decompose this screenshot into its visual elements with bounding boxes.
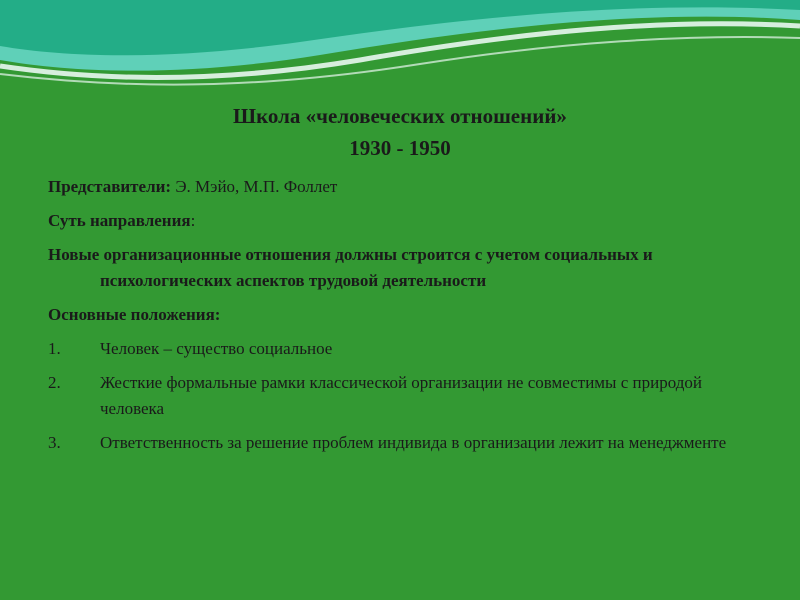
slide-title (0, 100, 800, 164)
representatives-value: Э. Мэйо, М.П. Фоллет (171, 177, 338, 196)
essence-line (48, 208, 748, 234)
principle-number: 3. (48, 433, 61, 452)
principle-item (48, 370, 748, 422)
principle-text: Жесткие формальные рамки классической организации не совместимы с природой человека (100, 373, 702, 418)
principle-number: 2. (48, 373, 61, 392)
representatives-label: Представители: (48, 177, 172, 196)
thesis-paragraph: Новые организационные отношения должны строится с учетом социальных и психологических аспектов трудовой деятельности (48, 245, 653, 290)
slide-content (48, 174, 748, 464)
principle-item (48, 430, 748, 456)
decorative-wave-band (0, 0, 800, 110)
principles-heading: Основные положения: (48, 305, 221, 324)
principle-item (48, 336, 748, 362)
representatives-line (48, 174, 748, 200)
principle-number: 1. (48, 339, 61, 358)
principle-text: Ответственность за решение проблем индивида в организации лежит на менеджменте (100, 433, 727, 452)
essence-suffix: : (190, 211, 196, 230)
principle-text: Человек – существо социальное (100, 339, 333, 358)
title-line-2: 1930 - 1950 (349, 136, 451, 160)
essence-label: Суть направления (48, 211, 191, 230)
title-line-1: Школа «человеческих отношений» (233, 104, 567, 128)
